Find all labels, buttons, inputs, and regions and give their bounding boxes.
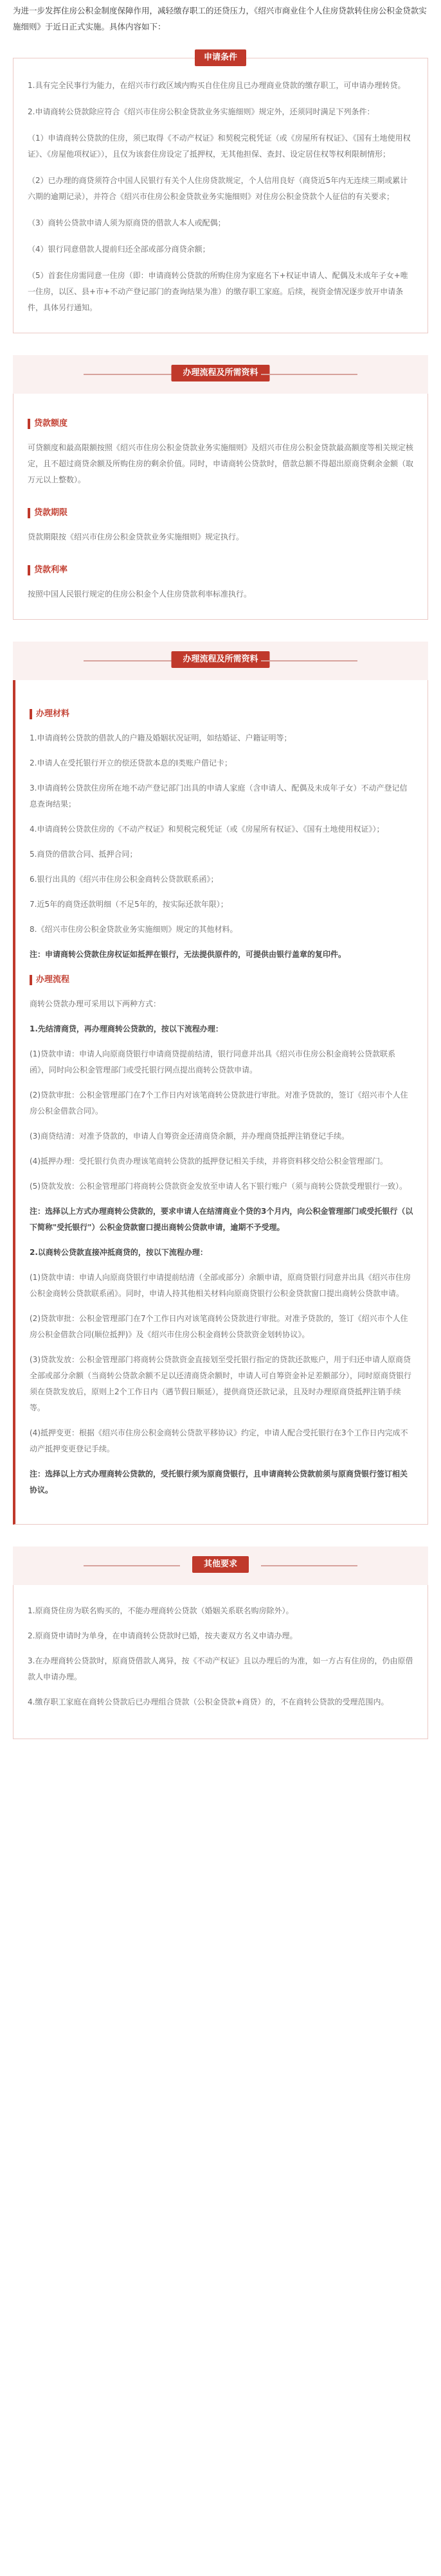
subheading-bar-icon xyxy=(28,508,30,518)
subheading-text: 贷款期限 xyxy=(34,508,68,518)
loan-amount-text: 可贷额度和最高限额按照《绍兴市住房公积金贷款业务实施细则》及绍兴市住房公积金贷款最高额度等相关规定核定，且不超过商贷余额及所购住房的剩余价值。同时，申请商转公贷款时，借款总额不得超出原商贷剩余金额（取万元以上整数）。 xyxy=(28,443,414,484)
way2-step: (3)贷款发放：公积金管理部门将商转公贷款资金直接划至受托银行指定的贷款还款账户，用于归还申请人原商贷全部或部分余额（当商转公贷款余额不足以还清商贷余额时，申请人可自筹资金补足差额部分），同时原商贷银行须在贷款发放后，原则上2个工作日内（遇节假日顺延），提供商贷还款记录，且及时办理原商贷抵押注销手续等。 xyxy=(30,1355,412,1412)
condition-item: （3）商转公贷款申请人须为原商贷的借款人本人或配偶； xyxy=(28,218,226,227)
requirement-item: 2.原商贷申请时为单身，在申请商转公贷款时已婚，按夫妻双方名义申请办理。 xyxy=(28,1631,298,1640)
section-other-requirements xyxy=(13,1585,428,1739)
material-item: 5.商贷的借款合同、抵押合同； xyxy=(30,850,138,859)
banner-line-right xyxy=(261,660,357,662)
loan-rate-text: 按照中国人民银行规定的住房公积金个人住房贷款利率标准执行。 xyxy=(28,590,252,599)
way2-title: 2.以商转公贷款直接冲抵商贷的，按以下流程办理： xyxy=(30,1248,208,1257)
materials-note: 注：申请商转公贷款住房权证如抵押在银行，无法提供原件的，可提供由银行盖章的复印件。 xyxy=(30,950,346,959)
subheading-bar-icon xyxy=(28,419,30,429)
way1-title: 1.先结清商贷，再办理商转公贷款的，按以下流程办理： xyxy=(30,1024,223,1033)
subheading-loan-term xyxy=(28,505,413,521)
requirement-item: 1.原商贷住房为联名购买的，不能办理商转公贷款（婚姻关系联名购房除外）。 xyxy=(28,1606,294,1615)
subheading-loan-amount xyxy=(28,416,413,432)
way2-step: (2)贷款审批：公积金管理部门在7个工作日内对该笔商转公贷款进行审批。对准予贷款的，签订《绍兴市个人住房公积金借款合同(顺位抵押)》及《绍兴市住房公积金商转公贷款资金划转协议》。 xyxy=(30,1314,408,1339)
material-item: 3.申请商转公贷款住房所在地不动产登记部门出具的申请人家庭（含申请人、配偶及未成年子女）不动产登记信息查询结果； xyxy=(30,784,408,809)
banner-line-left xyxy=(84,660,180,662)
subheading-text: 办理流程 xyxy=(36,975,70,985)
subheading-text: 贷款利率 xyxy=(34,565,68,575)
process-intro: 商转公贷款办理可采用以下两种方式： xyxy=(30,999,161,1008)
condition-item: （5）首套住房需同意一住房（即：申请商转公贷款的所购住房为家庭名下+权证申请人、配偶及未成年子女+唯一住房，以区、县+市+不动产登记部门的查询结果为准）的缴存职工家庭。后续，视资金情况逐步放开申请条件，具体另行通知。 xyxy=(28,271,408,312)
banner-title-other: 其他要求 xyxy=(192,1556,249,1573)
condition-item: （1）申请商转公贷款的住房，须已取得《不动产权证》和契税完税凭证（或《房屋所有权证》、《国有土地使用权证》、《房屋他项权证》），且仅为该套住房设定了抵押权，无其他担保、查封、设定居住权等权利限制情形； xyxy=(28,134,411,159)
way1-step: (1)贷款申请：申请人向原商贷银行申请商贷提前结清，银行同意并出具《绍兴市住房公积金商转公贷款联系函》，同时向公积金管理部门或受托银行网点提出商转公贷款申请。 xyxy=(30,1049,396,1074)
subheading-process xyxy=(30,972,413,988)
banner-line-right xyxy=(261,374,357,375)
way1-step: (2)贷款审批：公积金管理部门在7个工作日内对该笔商转公贷款进行审批。对准予贷款的，签订《绍兴市个人住房公积金借款合同》。 xyxy=(30,1091,408,1116)
subheading-loan-rate xyxy=(28,562,413,579)
material-item: 2.申请人在受托银行开立的偿还贷款本息的Ⅰ类账户借记卡； xyxy=(30,758,232,767)
section-application-conditions xyxy=(13,53,428,333)
subheading-materials xyxy=(30,706,413,723)
way1-note: 注：选择以上方式办理商转公贷款的，要求申请人在结清商业个贷的3个月内，向公积金管理部门或受托银行（以下简称"受托银行"）公积金贷款窗口提出商转公贷款申请，逾期不予受理。 xyxy=(30,1207,413,1232)
loan-term-text: 贷款期限按《绍兴市住房公积金贷款业务实施细则》规定执行。 xyxy=(28,532,244,541)
subheading-bar-icon xyxy=(30,975,32,985)
way1-step: (3)商贷结清：对准予贷款的，申请人自筹资金还清商贷余额，并办理商贷抵押注销登记手续。 xyxy=(30,1132,350,1141)
subheading-bar-icon xyxy=(28,565,30,575)
banner-title-process: 办理流程及所需资料 xyxy=(171,651,269,668)
condition-item: （2）已办理的商贷须符合中国人民银行有关个人住房贷款规定，个人信用良好（商贷近5年内无连续三期或累计六期的逾期记录），并符合《绍兴市住房公积金贷款业务实施细则》对住房公积金贷款个人征信的有关要求； xyxy=(28,176,408,201)
condition-item: 2.申请商转公贷款除应符合《绍兴市住房公积金贷款业务实施细则》规定外，还须同时满足下列条件： xyxy=(28,107,375,116)
material-item: 6.银行出具的《绍兴市住房公积金商转公贷款联系函》； xyxy=(30,875,219,884)
banner-title-loan: 办理流程及所需资料 xyxy=(171,365,269,381)
section-banner-loan xyxy=(13,355,428,394)
way2-step: (4)抵押变更：根据《绍兴市住房公积金商转公贷款平移协议》约定，申请人配合受托银行在3个工作日内完成不动产抵押变更登记手续。 xyxy=(30,1428,408,1453)
way2-note: 注：选择以上方式办理商转公贷款的，受托银行须为原商贷银行，且申请商转公贷款前须与原商贷银行签订相关协议。 xyxy=(30,1469,408,1494)
requirement-item: 3.在办理商转公贷款时，原商贷借款人离异，按《不动产权证》且以办理后的为准，如一方占有住房的，仍由原借款人申请办理。 xyxy=(28,1656,413,1681)
section-loan-terms xyxy=(13,394,428,620)
section-process-materials xyxy=(13,680,428,1525)
material-item: 8.《绍兴市住房公积金贷款业务实施细则》规定的其他材料。 xyxy=(30,925,238,934)
section-banner-process xyxy=(13,642,428,680)
banner-line-left xyxy=(84,1565,180,1566)
intro-paragraph: 为进一步发挥住房公积金制度保障作用，减轻缴存职工的还贷压力，《绍兴市商业住个人住房贷款转住房公积金贷款实施细则》于近日正式实施。具体内容如下： xyxy=(13,6,427,31)
subheading-text: 办理材料 xyxy=(36,709,70,719)
subheading-text: 贷款额度 xyxy=(34,419,68,428)
condition-item: 1.具有完全民事行为能力，在绍兴市行政区域内购买自住住房且已办理商业贷款的缴存职工，可申请办理转贷。 xyxy=(28,81,406,90)
way2-step: (1)贷款申请：申请人向原商贷银行申请提前结清（全部或部分）余额申请，原商贷银行同意并出具《绍兴市住房公积金商转公贷款联系函》。同时，申请人持其他相关材料向原商贷银行公积金贷款窗口提出商转公贷款申请。 xyxy=(30,1273,411,1298)
requirement-item: 4.缴存职工家庭在商转公贷款后已办理组合贷款（公积金贷款+商贷）的，不在商转公贷款的受理范围内。 xyxy=(28,1697,389,1706)
banner-line-right xyxy=(261,1565,357,1566)
section-banner-other xyxy=(13,1546,428,1585)
material-item: 1.申请商转公贷款的借款人的户籍及婚姻状况证明，如结婚证、户籍证明等； xyxy=(30,733,292,742)
subheading-bar-icon xyxy=(30,709,32,719)
material-item: 7.近5年的商贷还款明细（不足5年的，按实际还款年限）； xyxy=(30,900,228,909)
material-item: 4.申请商转公贷款住房的《不动产权证》和契税完税凭证（或《房屋所有权证》、《国有土地使用权证》）； xyxy=(30,825,384,834)
condition-item: （4）银行同意借款人提前归还全部或部分商贷余额； xyxy=(28,245,210,254)
way1-step: (4)抵押办理：受托银行负责办理该笔商转公贷款的抵押登记相关手续，并将资料移交给公积金管理部门。 xyxy=(30,1157,388,1166)
section-title-conditions: 申请条件 xyxy=(195,49,246,66)
way1-step: (5)贷款发放：公积金管理部门将商转公贷款资金发放至申请人名下银行账户（须与商转公贷款受理银行一致）。 xyxy=(30,1182,408,1191)
banner-line-left xyxy=(84,374,180,375)
